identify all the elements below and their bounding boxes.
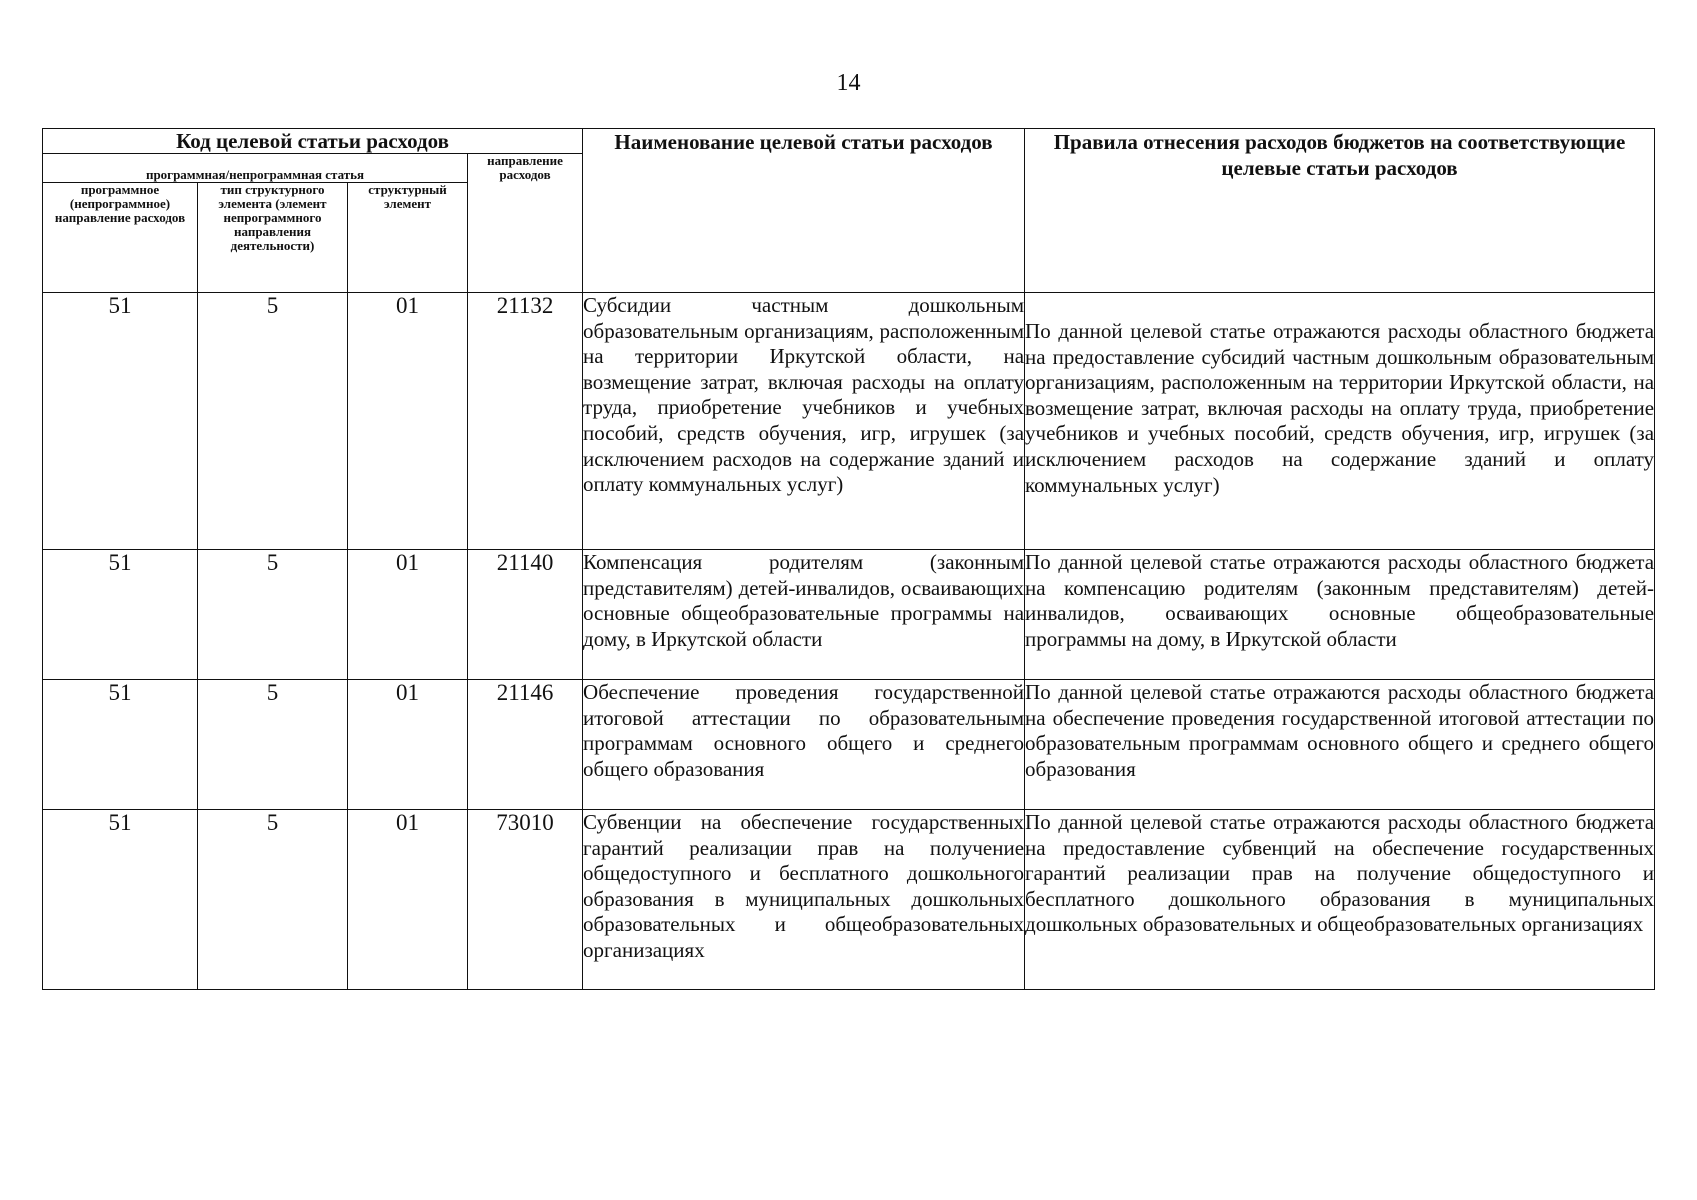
cell-rule: По данной целевой статье отражаются расходы областного бюджета на обеспечение проведения государственной итоговой аттестации по образовательным программам основного общего и среднего общего образования: [1025, 680, 1655, 810]
cell-element-type: 5: [198, 293, 348, 550]
header-element-type: тип структурного элемента (элемент непрограммного направления деятельности): [198, 183, 348, 293]
page-number: 14: [836, 70, 861, 96]
header-structural-element: структурный элемент: [348, 183, 468, 293]
cell-direction: 21132: [468, 293, 583, 550]
header-direction: направление расходов: [468, 154, 583, 293]
cell-name: Компенсация родителям (законным представителям) детей-инвалидов, осваивающих основные общеобразовательные программы на дому, в Иркутской области: [583, 550, 1025, 680]
cell-program-direction: 51: [43, 810, 198, 990]
cell-rule: По данной целевой статье отражаются расходы областного бюджета на предоставление субвенций на обеспечение государственных гарантий реализации прав на получение общедоступного и бесплатного дошкольного образования в муниципальных дошкольных образовательных и общеобразовательных организациях: [1025, 810, 1655, 990]
cell-name: Субсидии частным дошкольным образовательным организациям, расположенным на территории Иркутской области, на возмещение затрат, включая расходы на оплату труда, приобретение учебников и учебных пособий, средств обучения, игр, игрушек (за исключением расходов на содержание зданий и оплату коммунальных услуг): [583, 293, 1025, 550]
table-row: [43, 680, 1655, 810]
cell-element-type: 5: [198, 550, 348, 680]
header-program-direction: программное (непрограммное) направление расходов: [43, 183, 198, 293]
cell-name: Субвенции на обеспечение государственных гарантий реализации прав на получение общедоступного и бесплатного дошкольного образования в муниципальных дошкольных образовательных и общеобразовательных организациях: [583, 810, 1025, 990]
header-code-group: Код целевой статьи расходов: [43, 129, 583, 154]
cell-structural-element: 01: [348, 293, 468, 550]
cell-direction: 21140: [468, 550, 583, 680]
table-row: [43, 293, 1655, 550]
cell-element-type: 5: [198, 810, 348, 990]
cell-rule: По данной целевой статье отражаются расходы областного бюджета на предоставление субсидий частным дошкольным образовательным организациям, расположенным на территории Иркутской области, на возмещение затрат, включая расходы на оплату труда, приобретение учебников и учебных пособий, средств обучения, игр, игрушек (за исключением расходов на содержание зданий и оплату коммунальных услуг): [1025, 293, 1655, 550]
header-row-1: [43, 129, 1655, 154]
cell-program-direction: 51: [43, 293, 198, 550]
cell-structural-element: 01: [348, 810, 468, 990]
table-row: [43, 810, 1655, 990]
cell-name: Обеспечение проведения государственной итоговой аттестации по образовательным программам основного общего и среднего общего образования: [583, 680, 1025, 810]
header-name: Наименование целевой статьи расходов: [583, 129, 1025, 293]
cell-direction: 21146: [468, 680, 583, 810]
cell-structural-element: 01: [348, 550, 468, 680]
cell-program-direction: 51: [43, 550, 198, 680]
cell-rule: По данной целевой статье отражаются расходы областного бюджета на компенсацию родителям (законным представителям) детей-инвалидов, осваивающих основные общеобразовательные программы на дому, в Иркутской области: [1025, 550, 1655, 680]
header-program-group: программная/непрограммная статья: [43, 154, 468, 183]
header-rules: Правила отнесения расходов бюджетов на соответствующие целевые статьи расходов: [1025, 129, 1655, 293]
cell-element-type: 5: [198, 680, 348, 810]
cell-structural-element: 01: [348, 680, 468, 810]
cell-direction: 73010: [468, 810, 583, 990]
table-row: [43, 550, 1655, 680]
target-expenditure-table: [42, 128, 1655, 990]
cell-program-direction: 51: [43, 680, 198, 810]
